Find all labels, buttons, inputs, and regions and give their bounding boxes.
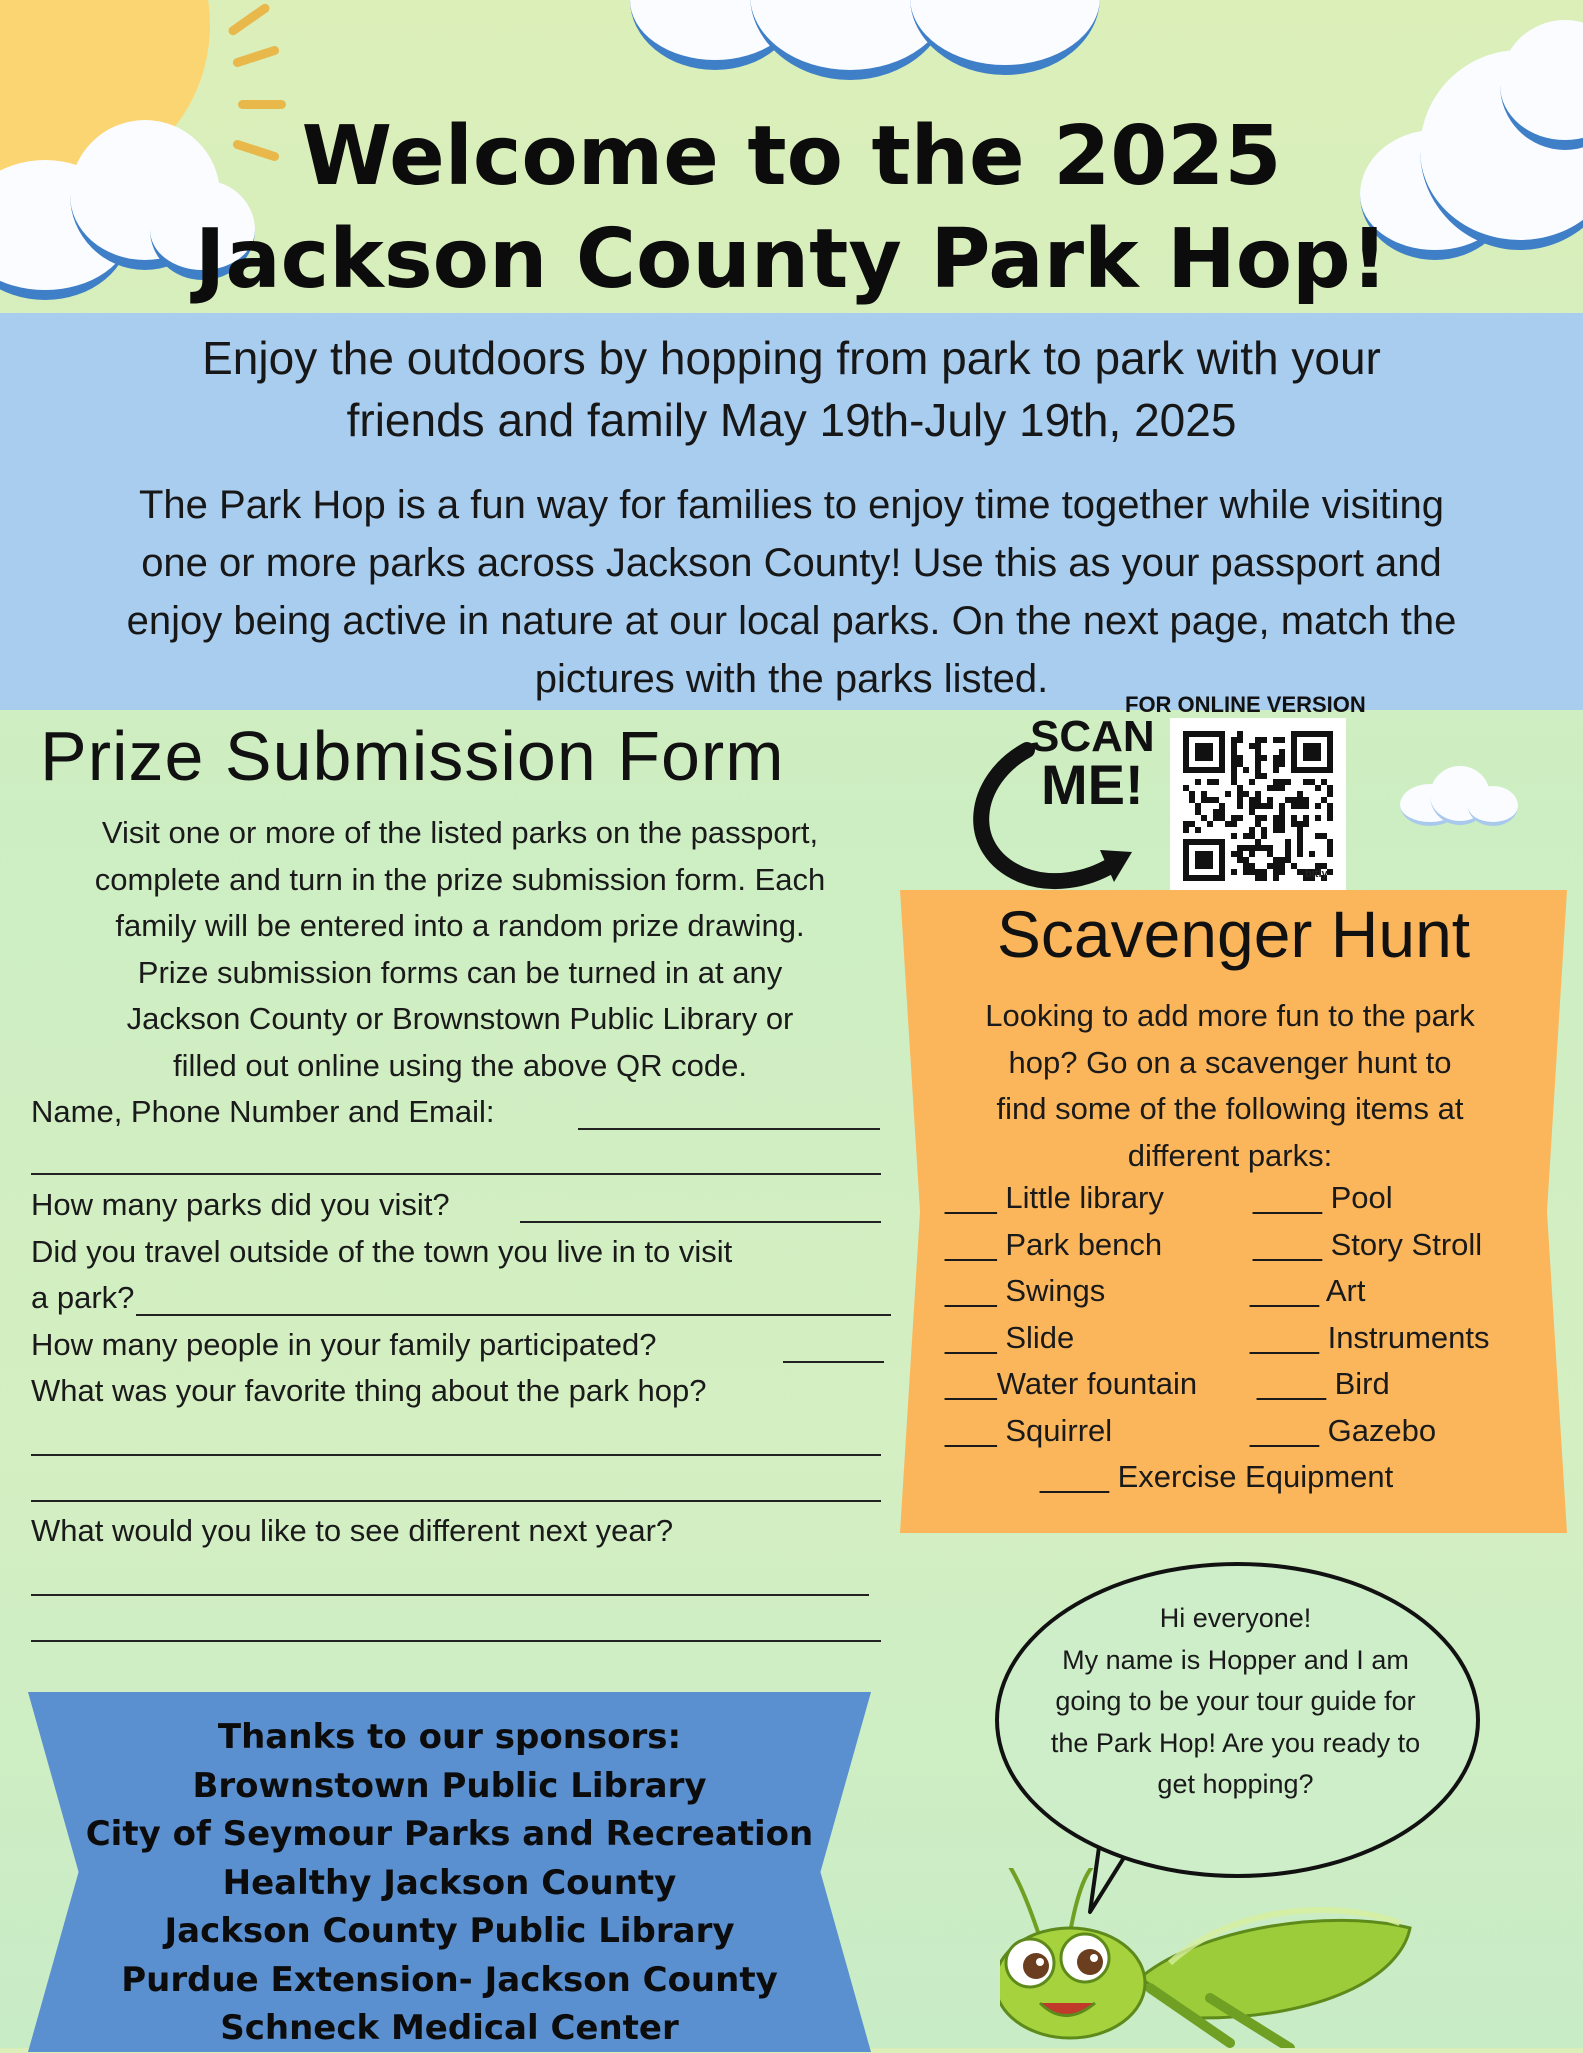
scavenger-item[interactable]: ____ Art xyxy=(1250,1273,1366,1308)
answer-line-favorite-2[interactable] xyxy=(31,1500,881,1502)
sponsor-name: City of Seymour Parks and Recreation xyxy=(85,1814,814,1854)
sun-ray xyxy=(227,2,271,37)
prize-desc-line: filled out online using the above QR code. xyxy=(173,1047,747,1083)
sponsor-name: Schneck Medical Center xyxy=(220,2008,679,2048)
answer-line-travel[interactable] xyxy=(136,1314,891,1316)
curved-arrow-icon xyxy=(962,740,1142,900)
question-travel-cont: a park? xyxy=(31,1280,135,1315)
speech-line: Hi everyone! xyxy=(1159,1603,1312,1633)
intro-body xyxy=(0,476,1583,708)
sponsor-name: Healthy Jackson County xyxy=(222,1862,677,1903)
answer-line-name[interactable] xyxy=(578,1128,880,1130)
prize-desc-line: Visit one or more of the listed parks on the passport, xyxy=(101,815,819,850)
scavenger-description xyxy=(930,993,1530,1179)
question-travel: Did you travel outside of the town you live in to visit xyxy=(31,1234,733,1269)
title-line-2: Jackson County Park Hop! xyxy=(194,212,1389,307)
scavenger-item[interactable]: ___ Slide xyxy=(945,1320,1075,1355)
intro-body-line: The Park Hop is a fun way for families to enjoy time together while visiting xyxy=(138,483,1445,527)
question-people: How many people in your family participated? xyxy=(31,1327,657,1362)
speech-line: My name is Hopper and I am xyxy=(1062,1644,1409,1675)
prize-desc-line: Jackson County or Brownstown Public Library or xyxy=(126,1001,794,1036)
scavenger-item[interactable]: ____ Instruments xyxy=(1250,1320,1490,1355)
scavenger-heading: Scavenger Hunt xyxy=(996,897,1471,971)
sponsor-name: Purdue Extension- Jackson County xyxy=(121,1959,778,2000)
question-name: Name, Phone Number and Email: xyxy=(31,1094,495,1129)
prize-desc-line: Prize submission forms can be turned in at any xyxy=(137,954,783,990)
scavenger-desc-line: hop? Go on a scavenger hunt to xyxy=(1008,1044,1452,1080)
speech-line: get hopping? xyxy=(1157,1769,1314,1799)
page-title xyxy=(0,105,1583,311)
tagline-line-1: Enjoy the outdoors by hopping from park to park with your xyxy=(202,332,1381,384)
scavenger-item[interactable]: ____ Exercise Equipment xyxy=(1040,1459,1394,1494)
tagline-line-2: friends and family May 19th-July 19th, 2025 xyxy=(346,394,1237,446)
scan-text: SCAN xyxy=(1030,712,1155,761)
sponsor-name: Brownstown Public Library xyxy=(192,1765,707,1806)
answer-line-people[interactable] xyxy=(783,1361,884,1363)
sponsors-text xyxy=(28,1713,871,2053)
cloud-small xyxy=(1400,766,1520,826)
prize-form-heading: Prize Submission Form xyxy=(40,717,785,795)
qr-brand: bitly xyxy=(1305,868,1328,880)
scavenger-desc-line: Looking to add more fun to the park xyxy=(985,998,1475,1033)
scavenger-desc-line: different parks: xyxy=(1127,1137,1333,1173)
hopper-speech xyxy=(1018,1598,1453,1806)
prize-desc-line: family will be entered into a random prize drawing. xyxy=(115,908,805,943)
scavenger-item[interactable]: ___ Little library xyxy=(945,1180,1164,1215)
scavenger-item[interactable]: ___ Park bench xyxy=(945,1227,1163,1262)
online-version-label: FOR ONLINE VERSION xyxy=(1125,692,1366,717)
scavenger-item[interactable]: ___ Squirrel xyxy=(945,1413,1113,1448)
question-parks-visited: How many parks did you visit? xyxy=(31,1187,450,1222)
cloud-top-center xyxy=(630,0,1110,80)
question-different: What would you like to see different next year? xyxy=(31,1513,674,1548)
speech-line: going to be your tour guide for xyxy=(1055,1686,1416,1716)
intro-tagline xyxy=(40,327,1543,451)
scavenger-item[interactable]: ____ Gazebo xyxy=(1250,1413,1437,1448)
grasshopper-mascot-icon xyxy=(1000,1868,1420,2048)
intro-body-line: one or more parks across Jackson County! Use this as your passport and xyxy=(141,541,1442,585)
answer-line-different-2[interactable] xyxy=(31,1640,881,1642)
me-text: ME! xyxy=(1041,753,1144,816)
sponsor-name: Jackson County Public Library xyxy=(164,1911,735,1951)
scavenger-item[interactable]: ___ Swings xyxy=(945,1273,1106,1308)
scavenger-item[interactable]: ____ Story Stroll xyxy=(1253,1227,1483,1262)
answer-line-favorite-1[interactable] xyxy=(31,1454,881,1456)
answer-line-different-1[interactable] xyxy=(31,1594,869,1596)
scavenger-item[interactable]: ____ Bird xyxy=(1257,1366,1390,1401)
qr-code[interactable] xyxy=(1170,718,1346,892)
intro-body-line: pictures with the parks listed. xyxy=(534,657,1049,701)
answer-line-name-2[interactable] xyxy=(31,1173,881,1175)
prize-form-description xyxy=(25,810,895,1089)
question-favorite: What was your favorite thing about the park hop? xyxy=(31,1373,707,1408)
sun-ray xyxy=(232,45,280,68)
scavenger-desc-line: find some of the following items at xyxy=(996,1091,1464,1126)
speech-line: the Park Hop! Are you ready to xyxy=(1050,1727,1421,1758)
scavenger-item[interactable]: ____ Pool xyxy=(1253,1180,1393,1215)
answer-line-parks[interactable] xyxy=(520,1221,881,1223)
scavenger-item[interactable]: ___Water fountain xyxy=(945,1366,1198,1401)
qr-code-icon xyxy=(1170,718,1346,892)
intro-body-line: enjoy being active in nature at our local parks. On the next page, match the xyxy=(126,599,1457,643)
prize-desc-line: complete and turn in the prize submission form. Each xyxy=(94,861,826,897)
title-line-1: Welcome to the 2025 xyxy=(301,109,1282,204)
sponsors-heading: Thanks to our sponsors: xyxy=(217,1717,682,1757)
